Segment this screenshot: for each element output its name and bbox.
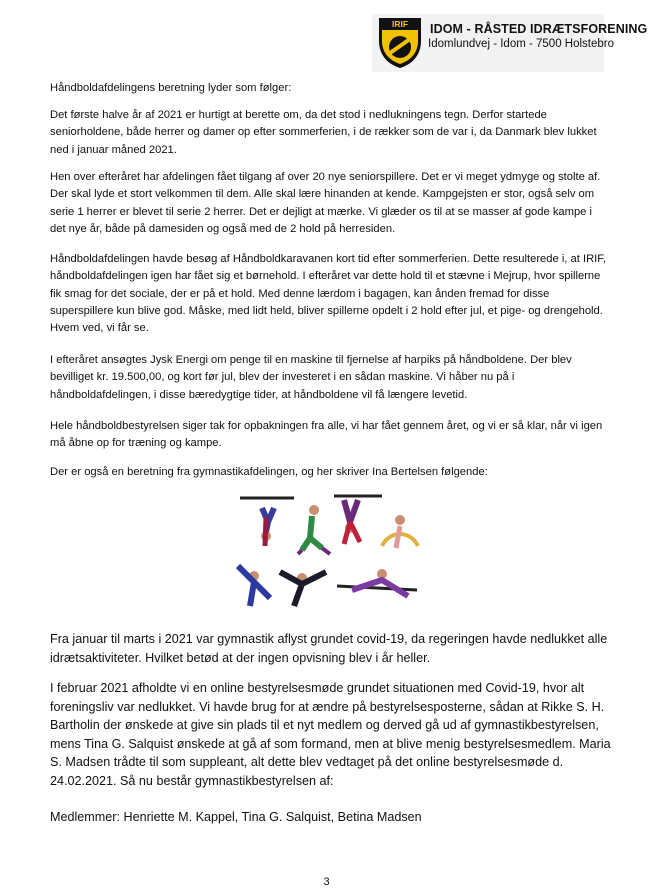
page-number: 3	[323, 876, 330, 888]
bar-icon	[337, 586, 417, 590]
logo-text: IRIF	[391, 19, 409, 29]
paragraph-members: Medlemmer: Henriette M. Kappel, Tina G. Salquist, Betina Madsen	[50, 810, 422, 824]
gymnast-figure-icon	[382, 515, 418, 548]
paragraph: Der er også en beretning fra gymnastikafdelingen, og her skriver Ina Bertelsen følgende:	[50, 466, 488, 478]
irif-logo-icon	[378, 17, 422, 69]
paragraph: Fra januar til marts i 2021 var gymnastik aflyst grundet covid-19, da regeringen havde nedlukket alle idrætsaktiviteter. Hvilket betød at der ingen opvisning blev i år heller.	[50, 632, 608, 665]
gymnast-figure-icon	[344, 500, 360, 544]
paragraph: Hele håndboldbestyrelsen siger tak for opbakningen fra alle, vi har fået gennem året, og vi er så klar, når vi igen må åbne op for træning og kampe.	[50, 420, 603, 450]
paragraph: Hen over efteråret har afdelingen fået tilgang af over 20 nye seniorspillere. Det er vi meget ydmyge og stolte af. Der skal lyde et stort velkommen til dem. Alle skal lære hinanden at kende. Kampgejsten er stor, også selv om serie 1 herrer er blevet til serie 2 herrer. Det er dejligt at mærke. Vi glæder os til at se masser af gode kampe i det nye år, både på damesiden og også med de 2 hold på herresiden.	[50, 171, 601, 235]
paragraph: Det første halve år af 2021 er hurtigt at berette om, da det stod i nedlukningens tegn. Derfor startede seniorholdene, både herrer og damer op efter sommerferien, i de rækker som de var i, da Danmark blev lukket ned i januar måned 2021.	[50, 109, 597, 156]
gymnast-figure-icon	[238, 566, 270, 606]
paragraph: I februar 2021 afholdte vi en online bestyrelsesmøde grundet situationen med Covid-19, hvor alt foreningsliv var nedlukket. Vi havde brug for at ændre på bestyrelsesposterne, sådan at Rikke S. H. Bartholin der ønskede at give sin plads til et nyt medlem og derved gå ud af gymnastikbestyrelsen, mens Tina G. Salquist ønskede at gå af som formand, men at blive menig bestyrelsesmedlem. Maria S. Madsen trådte til som suppleant, alt dette blev vedtaget på det online bestyrelsesmøde d. 24.02.2021. Så nu består gymnastikbestyrelsen af:	[50, 681, 611, 788]
organization-name: IDOM - RÅSTED IDRÆTSFORENING	[430, 22, 648, 36]
gymnast-figure-icon	[352, 569, 408, 596]
gymnast-figure-icon	[280, 572, 326, 606]
organization-address: Idomlundvej - Idom - 7500 Holstebro	[428, 38, 615, 50]
gymnast-figure-icon	[261, 508, 274, 546]
gymnastics-illustration	[232, 488, 432, 614]
letterhead	[372, 14, 648, 72]
gymnast-figure-icon	[298, 505, 330, 554]
paragraph: Håndboldafdelingen havde besøg af Håndboldkaravanen kort tid efter sommerferien. Dette resulterede i, at IRIF, håndboldafdelingen igen har fået sig et børnehold. I efteråret var dette hold til et stævne i Mejrup, hvor spillerne fik smag for det sociale, der er på et hold. Med denne lærdom i bagagen, kan ånden fremad for disse superspillere kun blive god. Måske, med lidt held, bliver spillerne opdelt i 2 hold efter jul, et pige- og drengehold. Hvem ved, vi får se.	[50, 253, 606, 335]
paragraph-intro: Håndboldafdelingens beretning lyder som følger:	[50, 82, 292, 94]
paragraph: I efteråret ansøgtes Jysk Energi om penge til en maskine til fjernelse af harpiks på håndboldene. Der blev bevilliget kr. 19.500,00, og kort før jul, blev der investeret i en sådan maskine. Vi håber nu på i håndboldafdelingen, i disse bæredygtige tider, at håndboldene vil få længere levetid.	[50, 354, 572, 401]
